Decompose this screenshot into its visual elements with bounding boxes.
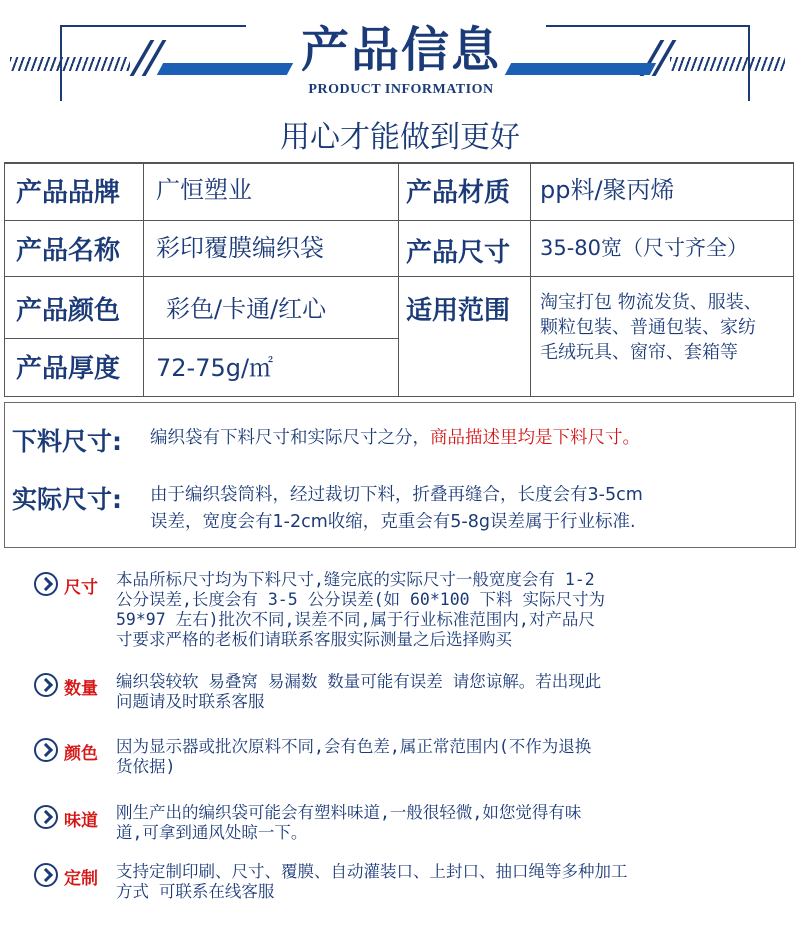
size-label: 产品尺寸 <box>406 238 511 268</box>
note-text-custom <box>116 862 628 902</box>
chevron-right-icon <box>34 572 58 596</box>
note-text-size <box>116 570 605 650</box>
color-label: 产品颜色 <box>16 296 121 326</box>
header-stripes-left <box>10 57 130 71</box>
table-col-divider <box>398 162 399 396</box>
note-line: 公分误差,长度会有 3-5 公分误差(如 60*100 下料 实际尺寸为 <box>116 590 605 609</box>
size-value: 35-80宽（尺寸齐全） <box>540 236 749 260</box>
note-label-size: 尺寸 <box>64 578 98 598</box>
table-col-divider <box>143 162 144 396</box>
note-line: 寸要求严格的老板们请联系客服实际测量之后选择购买 <box>116 630 512 649</box>
color-value: 彩色/卡通/红心 <box>166 295 327 323</box>
note-text-color <box>116 737 591 777</box>
table-border-left <box>4 162 5 396</box>
note-label-quantity: 数量 <box>64 679 98 699</box>
cut-size-label: 下料尺寸: <box>12 427 122 456</box>
header-stripes-right <box>670 57 785 71</box>
usage-value <box>540 290 762 365</box>
actual-size-text <box>150 482 643 536</box>
note-line: 问题请及时联系客服 <box>116 692 265 711</box>
table-border-top <box>4 162 794 164</box>
actual-size-line: 由于编织袋筒料，经过裁切下料，折叠再缝合，长度会有3-5cm <box>150 485 643 505</box>
note-label-smell: 味道 <box>64 811 98 831</box>
note-label-custom: 定制 <box>64 869 98 889</box>
actual-size-label: 实际尺寸: <box>12 485 122 514</box>
note-line: 刚生产出的编织袋可能会有塑料味道,一般很轻微,如您觉得有味 <box>116 803 582 822</box>
name-value: 彩印覆膜编织袋 <box>156 234 324 262</box>
note-label-color: 颜色 <box>64 744 98 764</box>
material-label: 产品材质 <box>406 178 511 208</box>
note-line: 因为显示器或批次原料不同,会有色差,属正常范围内(不作为退换 <box>116 737 592 756</box>
page-title: 产品信息 <box>300 22 501 78</box>
page-subtitle: PRODUCT INFORMATION <box>308 82 494 97</box>
chevron-right-icon <box>34 805 58 829</box>
usage-line: 淘宝打包 物流发货、服装、 <box>540 292 762 313</box>
tagline: 用心才能做到更好 <box>280 120 520 155</box>
chevron-right-icon <box>34 863 58 887</box>
note-line: 编织袋较软 易叠窝 易漏数 数量可能有误差 请您谅解。若出现此 <box>116 672 602 691</box>
thickness-value: 72-75g/㎡ <box>156 354 274 382</box>
cut-size-highlight: 商品描述里均是下料尺寸。 <box>430 428 640 448</box>
note-line: 支持定制印刷、尺寸、覆膜、自动灌装口、上封口、抽口绳等多种加工 <box>116 862 628 881</box>
usage-label: 适用范围 <box>406 296 511 326</box>
table-border-bottom <box>4 396 794 397</box>
actual-size-line: 误差，宽度会有1-2cm收缩，克重会有5-8g误差属于行业标准. <box>150 512 636 532</box>
note-line: 59*97 左右)批次不同,误差不同,属于行业标准范围内,对产品尺 <box>116 610 595 629</box>
table-row-divider <box>4 220 794 221</box>
note-line: 方式 可联系在线客服 <box>116 882 275 901</box>
note-line: 货依据) <box>116 757 176 776</box>
note-text-quantity <box>116 672 601 712</box>
table-row-divider <box>4 338 399 339</box>
material-value: pp料/聚丙烯 <box>540 176 675 204</box>
thickness-label: 产品厚度 <box>16 354 121 384</box>
chevron-right-icon <box>34 738 58 762</box>
chevron-right-icon <box>34 673 58 697</box>
cut-size-text <box>150 425 640 452</box>
brand-label: 产品品牌 <box>16 178 121 208</box>
name-label: 产品名称 <box>16 236 121 266</box>
brand-value: 广恒塑业 <box>156 176 252 204</box>
note-text-smell <box>116 803 581 843</box>
table-row-divider <box>4 276 794 277</box>
cut-size-description: 编织袋有下料尺寸和实际尺寸之分， <box>150 428 430 448</box>
note-line: 道,可拿到通风处晾一下。 <box>116 823 308 842</box>
usage-line: 颗粒包装、普通包装、家纺 <box>540 317 756 338</box>
usage-line: 毛绒玩具、窗帘、套箱等 <box>540 342 738 363</box>
table-col-divider <box>530 162 531 396</box>
note-line: 本品所标尺寸均为下料尺寸,缝完底的实际尺寸一般宽度会有 1-2 <box>116 570 595 589</box>
table-border-right <box>793 162 794 396</box>
